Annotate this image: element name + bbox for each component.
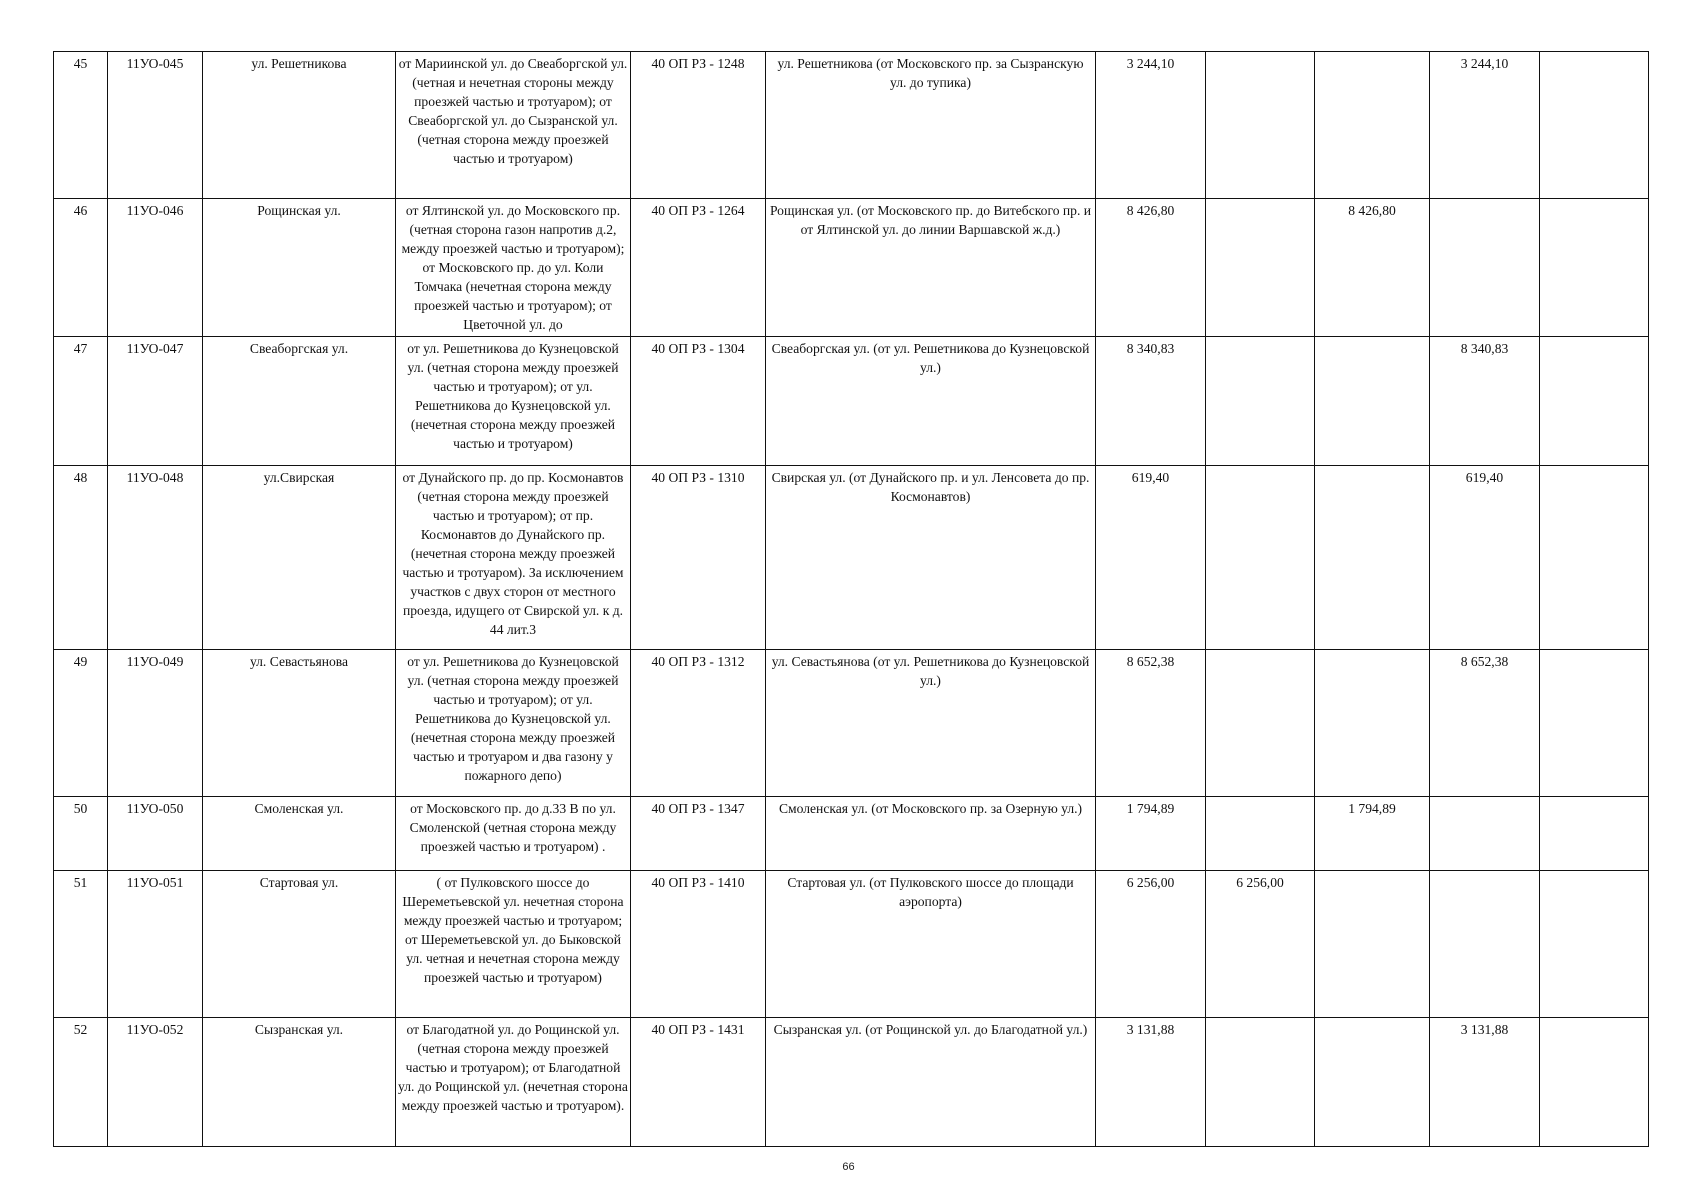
area-col-c: 8 340,83 <box>1430 337 1540 466</box>
object-code: 11УО-048 <box>108 466 203 650</box>
street-name: ул.Свирская <box>203 466 396 650</box>
object-code: 11УО-050 <box>108 797 203 871</box>
area-total: 8 340,83 <box>1096 337 1206 466</box>
road-id: 40 ОП РЗ - 1312 <box>631 650 766 797</box>
road-name: Сызранская ул. (от Рощинской ул. до Благодатной ул.) <box>766 1018 1096 1147</box>
road-id: 40 ОП РЗ - 1410 <box>631 871 766 1018</box>
row-number: 52 <box>54 1018 108 1147</box>
road-name: ул. Севастьянова (от ул. Решетникова до Кузнецовской ул.) <box>766 650 1096 797</box>
area-col-b: 1 794,89 <box>1315 797 1430 871</box>
area-total: 619,40 <box>1096 466 1206 650</box>
segment-description: от Московского пр. до д.33 В по ул. Смоленской (четная сторона между проезжей частью и тротуаром) . <box>396 797 631 871</box>
area-total: 1 794,89 <box>1096 797 1206 871</box>
object-code: 11УО-049 <box>108 650 203 797</box>
area-col-d <box>1540 52 1649 199</box>
area-col-a <box>1206 337 1315 466</box>
segment-description: от ул. Решетникова до Кузнецовской ул. (четная сторона между проезжей частью и тротуаром); от ул. Решетникова до Кузнецовской ул. (нечетная сторона между проезжей частью и тротуаром и два газону у пожарного депо) <box>396 650 631 797</box>
area-col-c <box>1430 871 1540 1018</box>
row-number: 51 <box>54 871 108 1018</box>
road-id: 40 ОП РЗ - 1304 <box>631 337 766 466</box>
row-number: 48 <box>54 466 108 650</box>
area-col-d <box>1540 650 1649 797</box>
street-name: Свеаборгская ул. <box>203 337 396 466</box>
street-name: ул. Севастьянова <box>203 650 396 797</box>
area-col-a <box>1206 199 1315 337</box>
area-total: 3 131,88 <box>1096 1018 1206 1147</box>
row-number: 45 <box>54 52 108 199</box>
street-name: Стартовая ул. <box>203 871 396 1018</box>
row-number: 50 <box>54 797 108 871</box>
area-col-b <box>1315 650 1430 797</box>
area-col-d <box>1540 871 1649 1018</box>
object-code: 11УО-051 <box>108 871 203 1018</box>
segment-description: от Ялтинской ул. до Московского пр. (четная сторона газон напротив д.2, между проезжей частью и тротуаром); от Московского пр. до ул. Коли Томчака (нечетная сторона между проезжей частью и тротуаром); от Цветочной ул. до <box>396 199 631 337</box>
area-col-a: 6 256,00 <box>1206 871 1315 1018</box>
area-col-b <box>1315 871 1430 1018</box>
area-col-b <box>1315 52 1430 199</box>
table-row <box>54 650 1649 797</box>
segment-description: от Благодатной ул. до Рощинской ул. (четная сторона между проезжей частью и тротуаром); от Благодатной ул. до Рощинской ул. (нечетная сторона между проезжей частью и тротуаром). <box>396 1018 631 1147</box>
area-col-b <box>1315 1018 1430 1147</box>
area-col-a <box>1206 650 1315 797</box>
row-number: 47 <box>54 337 108 466</box>
area-col-a <box>1206 466 1315 650</box>
area-total: 8 426,80 <box>1096 199 1206 337</box>
area-col-b: 8 426,80 <box>1315 199 1430 337</box>
table-row <box>54 52 1649 199</box>
area-total: 6 256,00 <box>1096 871 1206 1018</box>
area-col-a <box>1206 797 1315 871</box>
area-col-a <box>1206 1018 1315 1147</box>
area-col-c: 3 244,10 <box>1430 52 1540 199</box>
object-code: 11УО-047 <box>108 337 203 466</box>
road-id: 40 ОП РЗ - 1431 <box>631 1018 766 1147</box>
road-id: 40 ОП РЗ - 1310 <box>631 466 766 650</box>
segment-description: от Дунайского пр. до пр. Космонавтов (четная сторона между проезжей частью и тротуаром); от пр. Космонавтов до Дунайского пр. (нечетная сторона между проезжей частью и тротуаром). За исключением участков с двух сторон от местного проезда, идущего от Свирской ул. к д. 44 лит.3 <box>396 466 631 650</box>
table-row <box>54 337 1649 466</box>
road-name: Стартовая ул. (от Пулковского шоссе до площади аэропорта) <box>766 871 1096 1018</box>
table-row <box>54 871 1649 1018</box>
table-row <box>54 797 1649 871</box>
area-col-d <box>1540 199 1649 337</box>
road-id: 40 ОП РЗ - 1347 <box>631 797 766 871</box>
segment-description: от Мариинской ул. до Свеаборгской ул. (четная и нечетная стороны между проезжей частью и тротуаром); от Свеаборгской ул. до Сызранской ул. (четная сторона между проезжей частью и тротуаром) <box>396 52 631 199</box>
area-col-d <box>1540 337 1649 466</box>
segment-description: ( от Пулковского шоссе до Шереметьевской ул. нечетная сторона между проезжей частью и тротуаром; от Шереметьевской ул. до Быковской ул. четная и нечетная сторона между проезжей частью и тротуаром) <box>396 871 631 1018</box>
row-number: 49 <box>54 650 108 797</box>
area-col-b <box>1315 466 1430 650</box>
road-name: Свеаборгская ул. (от ул. Решетникова до Кузнецовской ул.) <box>766 337 1096 466</box>
street-name: Сызранская ул. <box>203 1018 396 1147</box>
area-col-d <box>1540 1018 1649 1147</box>
road-id: 40 ОП РЗ - 1248 <box>631 52 766 199</box>
area-col-c: 3 131,88 <box>1430 1018 1540 1147</box>
street-name: ул. Решетникова <box>203 52 396 199</box>
area-total: 8 652,38 <box>1096 650 1206 797</box>
object-code: 11УО-052 <box>108 1018 203 1147</box>
area-col-c <box>1430 797 1540 871</box>
road-id: 40 ОП РЗ - 1264 <box>631 199 766 337</box>
segment-description: от ул. Решетникова до Кузнецовской ул. (четная сторона между проезжей частью и тротуаром); от ул. Решетникова до Кузнецовской ул. (нечетная сторона между проезжей частью и тротуаром) <box>396 337 631 466</box>
road-name: ул. Решетникова (от Московского пр. за Сызранскую ул. до тупика) <box>766 52 1096 199</box>
object-code: 11УО-045 <box>108 52 203 199</box>
area-col-d <box>1540 466 1649 650</box>
area-col-c <box>1430 199 1540 337</box>
page-number: 66 <box>842 1161 855 1173</box>
road-name: Смоленская ул. (от Московского пр. за Озерную ул.) <box>766 797 1096 871</box>
registry-table <box>53 51 1649 1147</box>
area-col-c: 619,40 <box>1430 466 1540 650</box>
area-col-d <box>1540 797 1649 871</box>
road-name: Рощинская ул. (от Московского пр. до Витебского пр. и от Ялтинской ул. до линии Варшавской ж.д.) <box>766 199 1096 337</box>
street-name: Рощинская ул. <box>203 199 396 337</box>
street-name: Смоленская ул. <box>203 797 396 871</box>
area-total: 3 244,10 <box>1096 52 1206 199</box>
row-number: 46 <box>54 199 108 337</box>
road-name: Свирская ул. (от Дунайского пр. и ул. Ленсовета до пр. Космонавтов) <box>766 466 1096 650</box>
area-col-b <box>1315 337 1430 466</box>
area-col-a <box>1206 52 1315 199</box>
table-row <box>54 199 1649 337</box>
object-code: 11УО-046 <box>108 199 203 337</box>
area-col-c: 8 652,38 <box>1430 650 1540 797</box>
table-row <box>54 466 1649 650</box>
table-row <box>54 1018 1649 1147</box>
